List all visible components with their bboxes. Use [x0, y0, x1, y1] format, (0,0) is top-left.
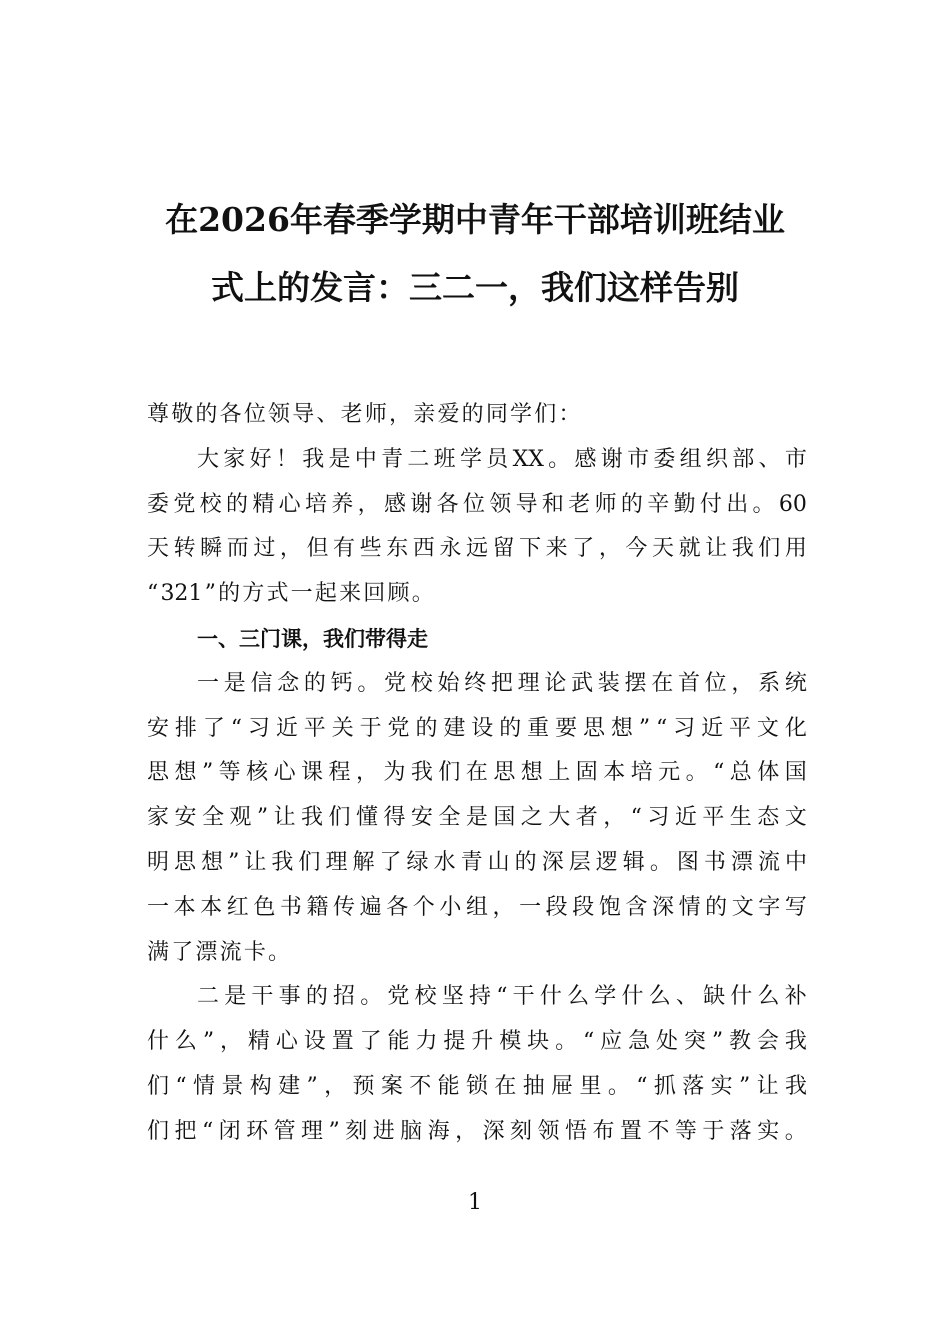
document-title-line-2: 式上的发言：三二一，我们这样告别 — [211, 268, 739, 307]
paragraph-line: 委 党 校 的 精 心 培 养 ， 感 谢 各 位 领 导 和 老 师 的 辛 勤 付 出 。 60 — [147, 491, 807, 517]
paragraph-line: 一 本 本 红 色 书 籍 传 遍 各 个 小 组 ， 一 段 段 饱 含 深 情 的 文 字 写 — [147, 894, 807, 920]
paragraph-line: 们 把 “ 闭 环 管 理 ” 刻 进 脑 海 ， 深 刻 领 悟 布 置 不 等 于 落 实 。 — [147, 1118, 807, 1144]
paragraph-line: 家 安 全 观 ” 让 我 们 懂 得 安 全 是 国 之 大 者 ， “ 习 近 平 生 态 文 — [147, 805, 807, 831]
paragraph-line: 思 想 ” 等 核 心 课 程 ， 为 我 们 在 思 想 上 固 本 培 元 。 “ 总 体 国 — [147, 760, 807, 786]
paragraph-line: 明 思 想 ” 让 我 们 理 解 了 绿 水 青 山 的 深 层 逻 辑 。 图 书 漂 流 中 — [147, 849, 807, 875]
paragraph-line: 尊 敬 的 各 位 领 导 、 老 师 ， 亲 爱 的 同 学 们 ： — [147, 402, 581, 427]
paragraph-line: 大 家 好 ！ 我 是 中 青 二 班 学 员 XX 。 感 谢 市 委 组 织 部 、 市 — [197, 446, 807, 472]
paragraph-line: “ 321 ” 的 方 式 一 起 来 回 顾 。 — [147, 581, 434, 607]
paragraph-line: 什 么 ” ， 精 心 设 置 了 能 力 提 升 模 块 。 “ 应 急 处 突 ” 教 会 我 — [147, 1029, 807, 1055]
paragraph-line: 安 排 了 “ 习 近 平 关 于 党 的 建 设 的 重 要 思 想 ” “ 习 近 平 文 化 — [147, 715, 807, 741]
paragraph-line: 天 转 瞬 而 过 ， 但 有 些 东 西 永 远 留 下 来 了 ， 今 天 就 让 我 们 用 — [147, 536, 807, 562]
paragraph-line: 一 是 信 念 的 钙 。 党 校 始 终 把 理 论 武 装 摆 在 首 位 ， 系 统 — [197, 670, 807, 696]
paragraph-line: 满 了 漂 流 卡 。 — [147, 939, 291, 965]
section-heading: 一、三门课，我们带得走 — [197, 626, 428, 651]
document-title-line-1: 在2026年春季学期中青年干部培训班结业 — [165, 200, 785, 239]
page-number: 1 — [468, 1190, 482, 1215]
document-body — [147, 393, 807, 1155]
paragraph-line: 们 “ 情 景 构 建 ” ， 预 案 不 能 锁 在 抽 屉 里 。 “ 抓 落 实 ” 让 我 — [147, 1073, 807, 1099]
paragraph-line: 二 是 干 事 的 招 。 党 校 坚 持 “ 干 什 么 学 什 么 、 缺 什 么 补 — [197, 984, 807, 1010]
